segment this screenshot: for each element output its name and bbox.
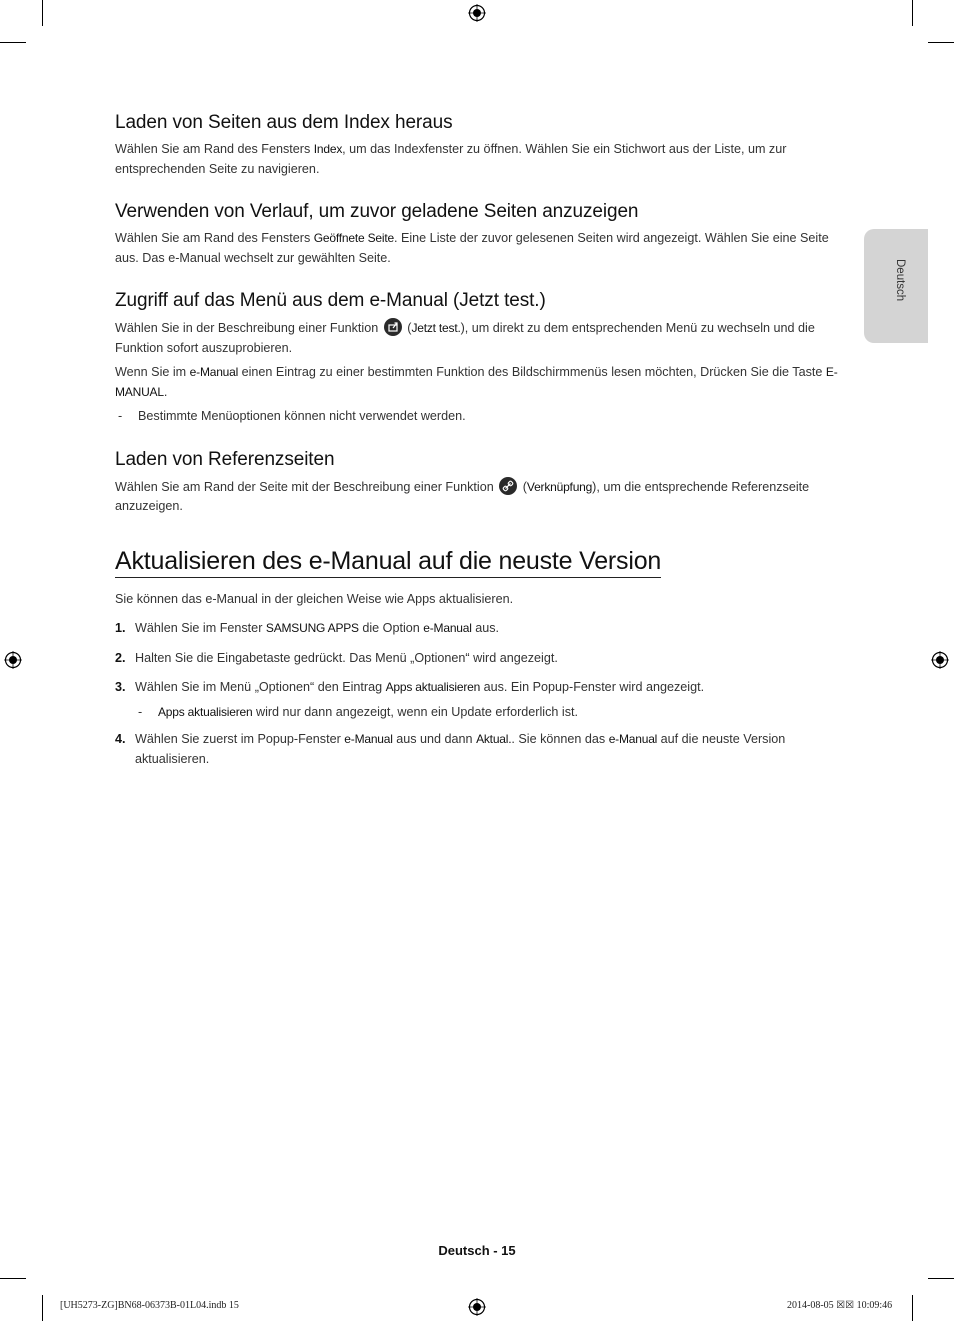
ui-term: e-Manual [608,732,658,746]
section-paragraph: Wählen Sie am Rand des Fensters Geöffnete Seite. Eine Liste der zuvor gelesenen Seiten wird angezeigt. Wählen Sie eine Seite aus. Das e-Manual wechselt zur gewählten Seite. [115,231,829,265]
registration-mark-icon [468,4,486,22]
step-list [115,619,840,769]
ui-term: Aktual. [476,732,512,746]
section-heading: Laden von Referenzseiten [115,448,335,470]
language-side-tab [864,229,928,343]
section-reference [115,449,840,517]
registration-mark-icon [4,651,22,669]
list-item [115,678,840,722]
crop-mark [912,0,913,26]
crop-mark [0,42,26,43]
step-number: 1. [115,621,126,635]
section-paragraph: Wählen Sie am Rand des Fensters Index, um das Indexfenster zu öffnen. Wählen Sie ein Stichwort aus der Liste, um zur entsprechenden Seite zu navigieren. [115,142,787,176]
section-update [115,547,840,770]
chapter-title: Aktualisieren des e-Manual auf die neuste Version [115,547,661,578]
step-text: Halten Sie die Eingabetaste gedrückt. Das Menü „Optionen“ wird angezeigt. [135,650,558,665]
ui-term: SAMSUNG APPS [265,621,359,635]
ui-term: e-Manual [423,621,472,635]
section-paragraph: Wählen Sie am Rand der Seite mit der Beschreibung einer Funktion (Verknüpfung), um die entsprechende Referenzseite anzuzeigen. [115,477,840,517]
registration-mark-icon [931,651,949,669]
page-content [115,112,840,769]
section-paragraph: Wählen Sie in der Beschreibung einer Funktion (Jetzt test.), um direkt zu dem entsprechenden Menü zu wechseln und die Funktion sofort auszuprobieren. [115,318,840,358]
section-try-now [115,290,840,427]
ui-term: Apps aktualisieren [385,680,481,694]
section-history [115,201,840,268]
section-index [115,112,840,179]
print-slug-left: [UH5273-ZG]BN68-06373B-01L04.indb 15 [60,1300,239,1311]
ui-term: Geöffnete Seite [313,231,394,245]
note-dash: - [138,704,143,719]
note-text: Apps aktualisieren wird nur dann angezeigt, wenn ein Update erforderlich ist. [158,704,578,719]
crop-mark [0,1278,26,1279]
ui-term: Index [313,142,343,156]
section-heading: Zugriff auf das Menü aus dem e-Manual (Jetzt test.) [115,290,546,311]
crop-mark [42,0,43,26]
try-now-icon [384,318,402,336]
note-dash: - [118,409,123,423]
step-number: 4. [115,732,126,746]
step-number: 2. [115,650,126,665]
registration-mark-icon [468,1298,486,1316]
language-side-tab-label: Deutsch [894,259,906,302]
step-text: Wählen Sie im Fenster SAMSUNG APPS die Option e-Manual aus. [135,621,500,635]
ui-term: Apps aktualisieren [158,704,253,719]
list-item [115,619,840,639]
list-item [115,730,840,769]
note-text: Bestimmte Menüoptionen können nicht verwendet werden. [138,409,466,423]
crop-mark [928,42,954,43]
list-item [115,649,840,669]
crop-mark [928,1278,954,1279]
print-slug-right: 2014-08-05 ☒☒ 10:09:46 [787,1300,893,1311]
link-icon [499,477,517,495]
crop-mark [912,1295,913,1321]
step-number: 3. [115,680,126,694]
ui-term: Jetzt test. [411,321,461,335]
note-item [115,407,840,427]
section-heading: Verwenden von Verlauf, um zuvor geladene Seiten anzuzeigen [115,201,639,222]
ui-term: Verknüpfung [526,479,593,494]
step-note [135,703,840,723]
step-text: Wählen Sie im Menü „Optionen“ den Eintrag Apps aktualisieren aus. Ein Popup-Fenster wird angezeigt. - Apps aktualisieren wird nur dann angezeigt, wenn ein Update erforderlich ist. [135,678,840,722]
section-paragraph: Wenn Sie im e-Manual einen Eintrag zu einer bestimmten Funktion des Bildschirmmenüs lesen möchten, Drücken Sie die Taste E-MANUAL. [115,365,838,399]
page-number: Deutsch - 15 [438,1243,516,1258]
ui-term: e-Manual [189,365,239,379]
ui-term: E-MANUAL [115,365,838,399]
section-heading: Laden von Seiten aus dem Index heraus [115,112,453,133]
crop-mark [42,1295,43,1321]
intro-paragraph: Sie können das e-Manual in der gleichen Weise wie Apps aktualisieren. [115,591,514,606]
ui-term: e-Manual [344,732,393,746]
step-text: Wählen Sie zuerst im Popup-Fenster e-Manual aus und dann Aktual.. Sie können das e-Manual auf die neuste Version aktualisieren. [135,732,786,766]
